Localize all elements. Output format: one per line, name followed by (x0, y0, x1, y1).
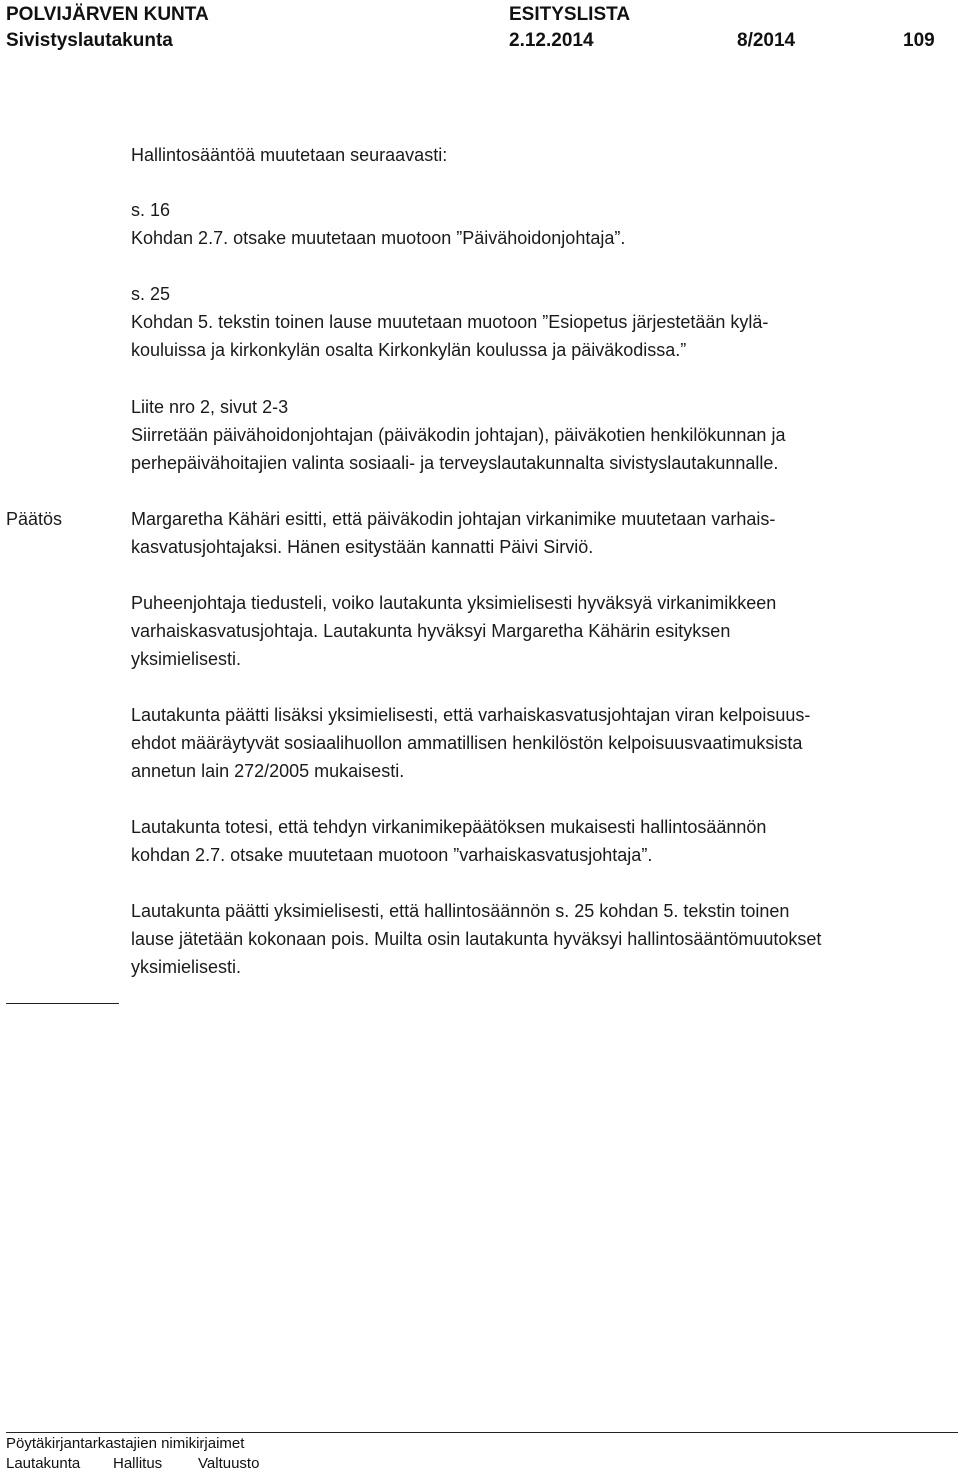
decision-line: lause jätetään kokonaan pois. Muilta osin lautakunta hyväksyi hallintosääntömuutokset (131, 929, 822, 949)
decision-paragraph-1 (131, 505, 775, 561)
decision-paragraph-2 (131, 589, 776, 673)
section-1-ref: s. 16 (131, 200, 171, 220)
section-1-text: Kohdan 2.7. otsake muutetaan muotoon ”Päivähoidonjohtaja”. (131, 228, 626, 248)
decision-line: yksimielisesti. (131, 957, 242, 977)
section-2 (131, 280, 768, 364)
decision-line: varhaiskasvatusjohtaja. Lautakunta hyväksyi Margaretha Kähärin esityksen (131, 621, 731, 641)
header-date: 2.12.2014 (509, 30, 594, 51)
intro-text: Hallintosääntöä muutetaan seuraavasti: (131, 145, 448, 165)
decision-line: ehdot määräytyvät sosiaalihuollon ammatillisen henkilöstön kelpoisuusvaatimuksista (131, 733, 803, 753)
attachment-ref: Liite nro 2, sivut 2-3 (131, 397, 289, 417)
section-1 (131, 196, 625, 252)
decision-line: yksimielisesti. (131, 649, 242, 669)
attachment-block (131, 393, 785, 477)
header-committee: Sivistyslautakunta (6, 30, 173, 51)
decision-line: kohdan 2.7. otsake muutetaan muotoon ”varhaiskasvatusjohtaja”. (131, 845, 653, 865)
footer-col-hallitus: Hallitus (113, 1455, 163, 1472)
section-2-ref: s. 25 (131, 284, 171, 304)
attachment-line: perhepäivähoitajien valinta sosiaali- ja terveyslautakunnalta sivistyslautakunnalle. (131, 453, 779, 473)
header-meeting-number: 8/2014 (737, 30, 796, 51)
decision-line: Lautakunta päätti yksimielisesti, että hallintosäännön s. 25 kohdan 5. tekstin toinen (131, 901, 790, 921)
footer-col-lautakunta: Lautakunta (6, 1455, 81, 1472)
section-2-line: kouluissa ja kirkonkylän osalta Kirkonkylän koulussa ja päiväkodissa.” (131, 340, 687, 360)
section-2-line: Kohdan 5. tekstin toinen lause muutetaan muotoon ”Esiopetus järjestetään kylä- (131, 312, 769, 332)
decision-paragraph-4 (131, 813, 766, 869)
footer-divider (6, 1432, 958, 1433)
decision-line: Margaretha Kähäri esitti, että päiväkodin johtajan virkanimike muutetaan varhais- (131, 509, 776, 529)
footer-col-valtuusto: Valtuusto (198, 1455, 260, 1472)
decision-line: Lautakunta totesi, että tehdyn virkanimikepäätöksen mukaisesti hallintosäännön (131, 817, 767, 837)
footer-title: Pöytäkirjantarkastajien nimikirjaimet (6, 1435, 245, 1452)
decision-paragraph-5 (131, 897, 821, 981)
decision-line: Lautakunta päätti lisäksi yksimielisesti, että varhaiskasvatusjohtajan viran kelpoisuus- (131, 705, 811, 725)
attachment-line: Siirretään päivähoidonjohtajan (päiväkodin johtajan), päiväkotien henkilökunnan ja (131, 425, 786, 445)
decision-paragraph-3 (131, 701, 810, 785)
decision-line: annetun lain 272/2005 mukaisesti. (131, 761, 405, 781)
header-org: POLVIJÄRVEN KUNTA (6, 4, 209, 25)
decision-label: Päätös (6, 509, 63, 529)
decision-line: kasvatusjohtajaksi. Hänen esitystään kannatti Päivi Sirviö. (131, 537, 594, 557)
header-page-number: 109 (903, 30, 935, 51)
decision-line: Puheenjohtaja tiedusteli, voiko lautakunta yksimielisesti hyväksyä virkanimikkeen (131, 593, 777, 613)
header-doc-type: ESITYSLISTA (509, 4, 631, 25)
section-end-divider (6, 1003, 119, 1004)
